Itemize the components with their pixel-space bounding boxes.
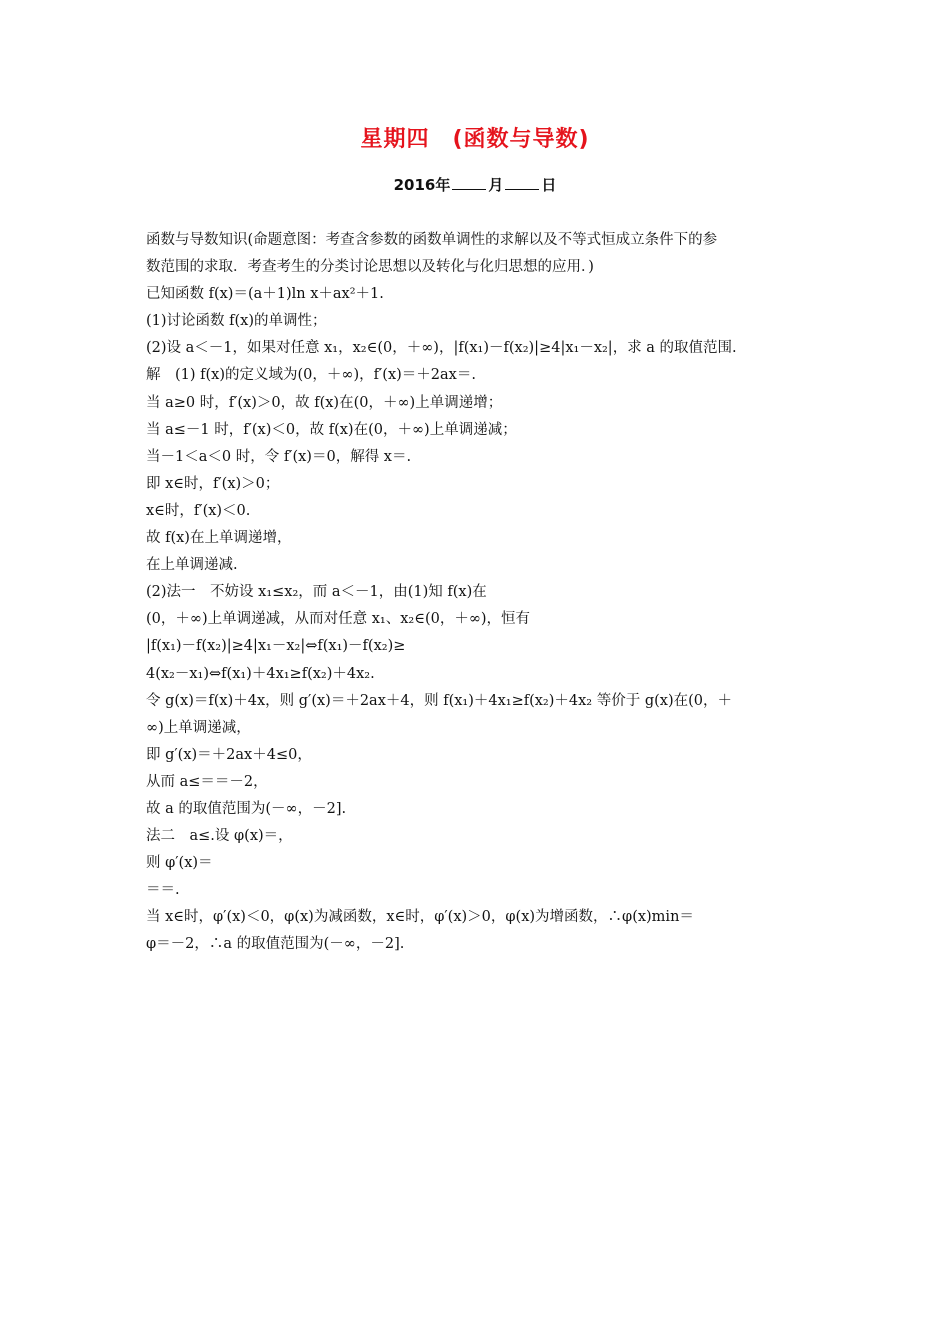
date-month: 月 — [488, 176, 504, 194]
text-line: (2)法一 不妨设 x₁≤x₂，而 a＜－1，由(1)知 f(x)在 — [146, 584, 487, 601]
text-line: 令 g(x)＝f(x)＋4x，则 g′(x)＝＋2ax＋4，则 f(x₁)＋4x₁≥f(x₂)＋4x₂ 等价于 g(x)在(0，＋ — [146, 692, 732, 709]
date-year: 2016年 — [393, 176, 451, 194]
text-line: 当 a≥0 时，f′(x)＞0，故 f(x)在(0，＋∞)上单调递增； — [146, 394, 503, 411]
text-line: 解 (1) f(x)的定义域为(0，＋∞)，f′(x)＝＋2ax＝. — [146, 367, 476, 384]
day-blank — [505, 175, 539, 190]
text-line: 故 a 的取值范围为(－∞，－2]. — [146, 800, 347, 817]
text-line: x∈时，f′(x)＜0. — [146, 502, 251, 519]
text-line: ＝＝. — [146, 882, 180, 899]
text-line: 则 φ′(x)＝ — [146, 855, 213, 872]
month-blank — [452, 175, 486, 190]
date-day: 日 — [541, 176, 557, 194]
text-line: 法二 a≤.设 φ(x)＝， — [146, 828, 293, 845]
text-line: (1)讨论函数 f(x)的单调性； — [146, 313, 327, 330]
text-line: 数范围的求取．考查考生的分类讨论思想以及转化与化归思想的应用．) — [146, 259, 594, 276]
text-line: 即 x∈时，f′(x)＞0； — [146, 475, 280, 492]
text-line: (0，＋∞)上单调递减，从而对任意 x₁、x₂∈(0，＋∞)，恒有 — [146, 611, 531, 628]
text-line: ∞)上单调递减， — [146, 719, 251, 736]
text-line: 4(x₂－x₁)⇔f(x₁)＋4x₁≥f(x₂)＋4x₂. — [146, 665, 375, 682]
text-line: 当 x∈时，φ′(x)＜0，φ(x)为减函数，x∈时，φ′(x)＞0，φ(x)为增函数，∴φ(x)min＝ — [146, 909, 694, 926]
text-line: 已知函数 f(x)＝(a＋1)ln x＋ax²＋1. — [146, 286, 384, 303]
text-line: 当 a≤－1 时，f′(x)＜0，故 f(x)在(0，＋∞)上单调递减； — [146, 421, 517, 438]
text-line: |f(x₁)－f(x₂)|≥4|x₁－x₂|⇔f(x₁)－f(x₂)≥ — [146, 638, 406, 655]
text-line: 当－1＜a＜0 时，令 f′(x)＝0，解得 x＝. — [146, 448, 412, 465]
text-line: (2)设 a＜－1，如果对任意 x₁，x₂∈(0，＋∞)，|f(x₁)－f(x₂)|≥4|x₁－x₂|，求 a 的取值范围. — [146, 340, 737, 357]
page-title: 星期四 (函数与导数) — [360, 127, 590, 152]
text-line: 函数与导数知识(命题意图：考查含参数的函数单调性的求解以及不等式恒成立条件下的参 — [146, 232, 718, 248]
text-line: 在上单调递减. — [146, 557, 238, 574]
solution-body — [146, 227, 818, 959]
text-line: φ＝－2，∴a 的取值范围为(－∞，－2]. — [146, 936, 405, 953]
date-line — [0, 174, 950, 195]
text-line: 故 f(x)在上单调递增， — [146, 530, 292, 547]
text-line: 从而 a≤＝＝－2， — [146, 773, 268, 790]
text-line: 即 g′(x)＝＋2ax＋4≤0， — [146, 746, 312, 763]
